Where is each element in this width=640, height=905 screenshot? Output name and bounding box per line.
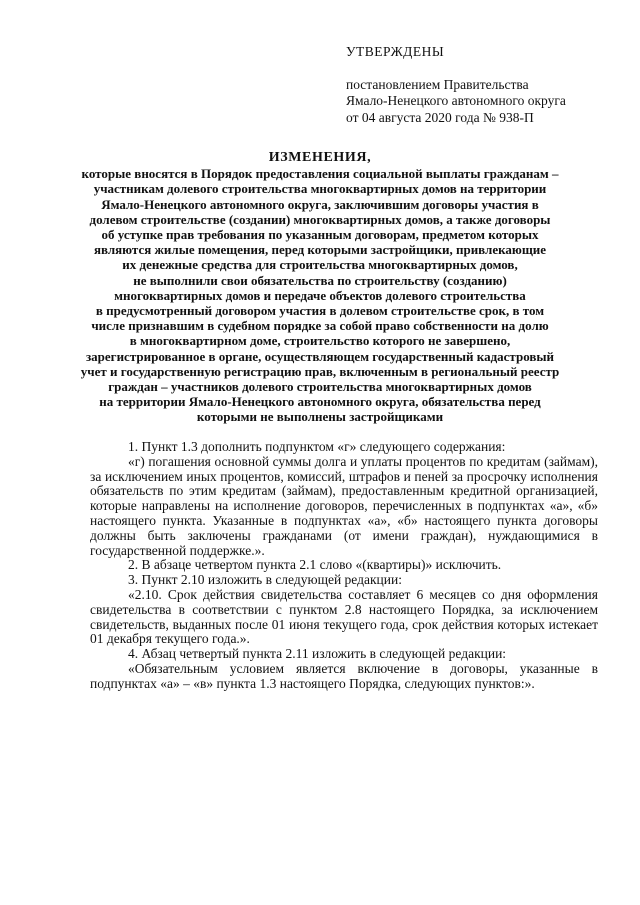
approval-line: постановлением Правительства [346,76,529,92]
paragraph: 1. Пункт 1.3 дополнить подпунктом «г» следующего содержания: [128,439,506,454]
title-line: долевом строительстве (создании) многоквартирных домов, а также договоры [89,211,551,227]
title-line: не выполнили свои обязательства по строительству (созданию) [133,272,507,288]
title-line: многоквартирных домов и передаче объектов долевого строительства [114,287,526,303]
paragraph: «г) погашения основной суммы долга и уплаты процентов по кредитам (займам), за исключением иных процентов, комиссий, штрафов и пеней за просрочку исполнения обязательств по этим кредитам (займам), предоставленным кредитной организацией, которые направлены на исполнение договоров, перечисленных в подпунктах «а», «б» настоящего пункта. Указанные в подпунктах «а», «б» настоящего пункта договоры должны быть заключены гражданами (от имени граждан), нуждающимися в государственной поддержке.». [90,453,598,558]
title-line: участникам долевого строительства многоквартирных домов на территории [93,181,547,197]
approval-heading: УТВЕРЖДЕНЫ [346,44,445,59]
approval-block [346,44,626,126]
title-line: которыми не выполнены застройщиками [196,409,444,425]
title-line: их денежные средства для строительства многоквартирных домов, [122,257,518,273]
paragraph: 2. В абзаце четвертом пункта 2.1 слово «(квартиры)» исключить. [128,557,502,573]
title-line: которые вносятся в Порядок предоставления социальной выплаты гражданам – [81,166,559,182]
title-line: об уступке прав требования по указанным договорам, предметом которых [101,227,539,243]
document-title [70,150,570,425]
title-line: в многоквартирном доме, строительство которого не завершено, [129,333,511,349]
title-line: Ямало-Ненецкого автономного округа, заключившим договоры участия в [101,196,539,212]
approval-line: от 04 августа 2020 года № 938-П [346,109,534,125]
title-line: учет и государственную регистрацию прав, включенным в региональный реестр [80,363,560,379]
title-line: являются жилые помещения, перед которыми застройщики, привлекающие [93,242,547,258]
title-main: ИЗМЕНЕНИЯ, [268,150,372,165]
title-line: зарегистрированное в органе, осуществляющем государственный кадастровый [85,348,555,364]
paragraph: 4. Абзац четвертый пункта 2.11 изложить в следующей редакции: [128,646,507,662]
paragraph: «2.10. Срок действия свидетельства составляет 6 месяцев со дня оформления свидетельства в соответствии с пунктом 2.8 настоящего Порядка, за исключением свидетельств, выданных после 01 июня текущего года, срок действия которых истекает 01 декабря текущего года.». [90,586,598,647]
title-line: числе признавшим в судебном порядке за собой право собственности на долю [91,318,549,334]
paragraph: 3. Пункт 2.10 изложить в следующей редакции: [128,572,402,588]
approval-line: Ямало-Ненецкого автономного округа [346,93,566,108]
document-body [90,440,598,692]
title-line: в предусмотренный договором участия в долевом строительстве срок, в том [95,303,545,319]
title-line: на территории Ямало-Ненецкого автономного округа, обязательства перед [99,394,541,410]
title-line: граждан – участников долевого строительства многоквартирных домов [108,379,532,395]
paragraph: «Обязательным условием является включение в договоры, указанные в подпунктах «а» – «в» пункта 1.3 настоящего Порядка, следующих пунктов:». [90,660,598,691]
